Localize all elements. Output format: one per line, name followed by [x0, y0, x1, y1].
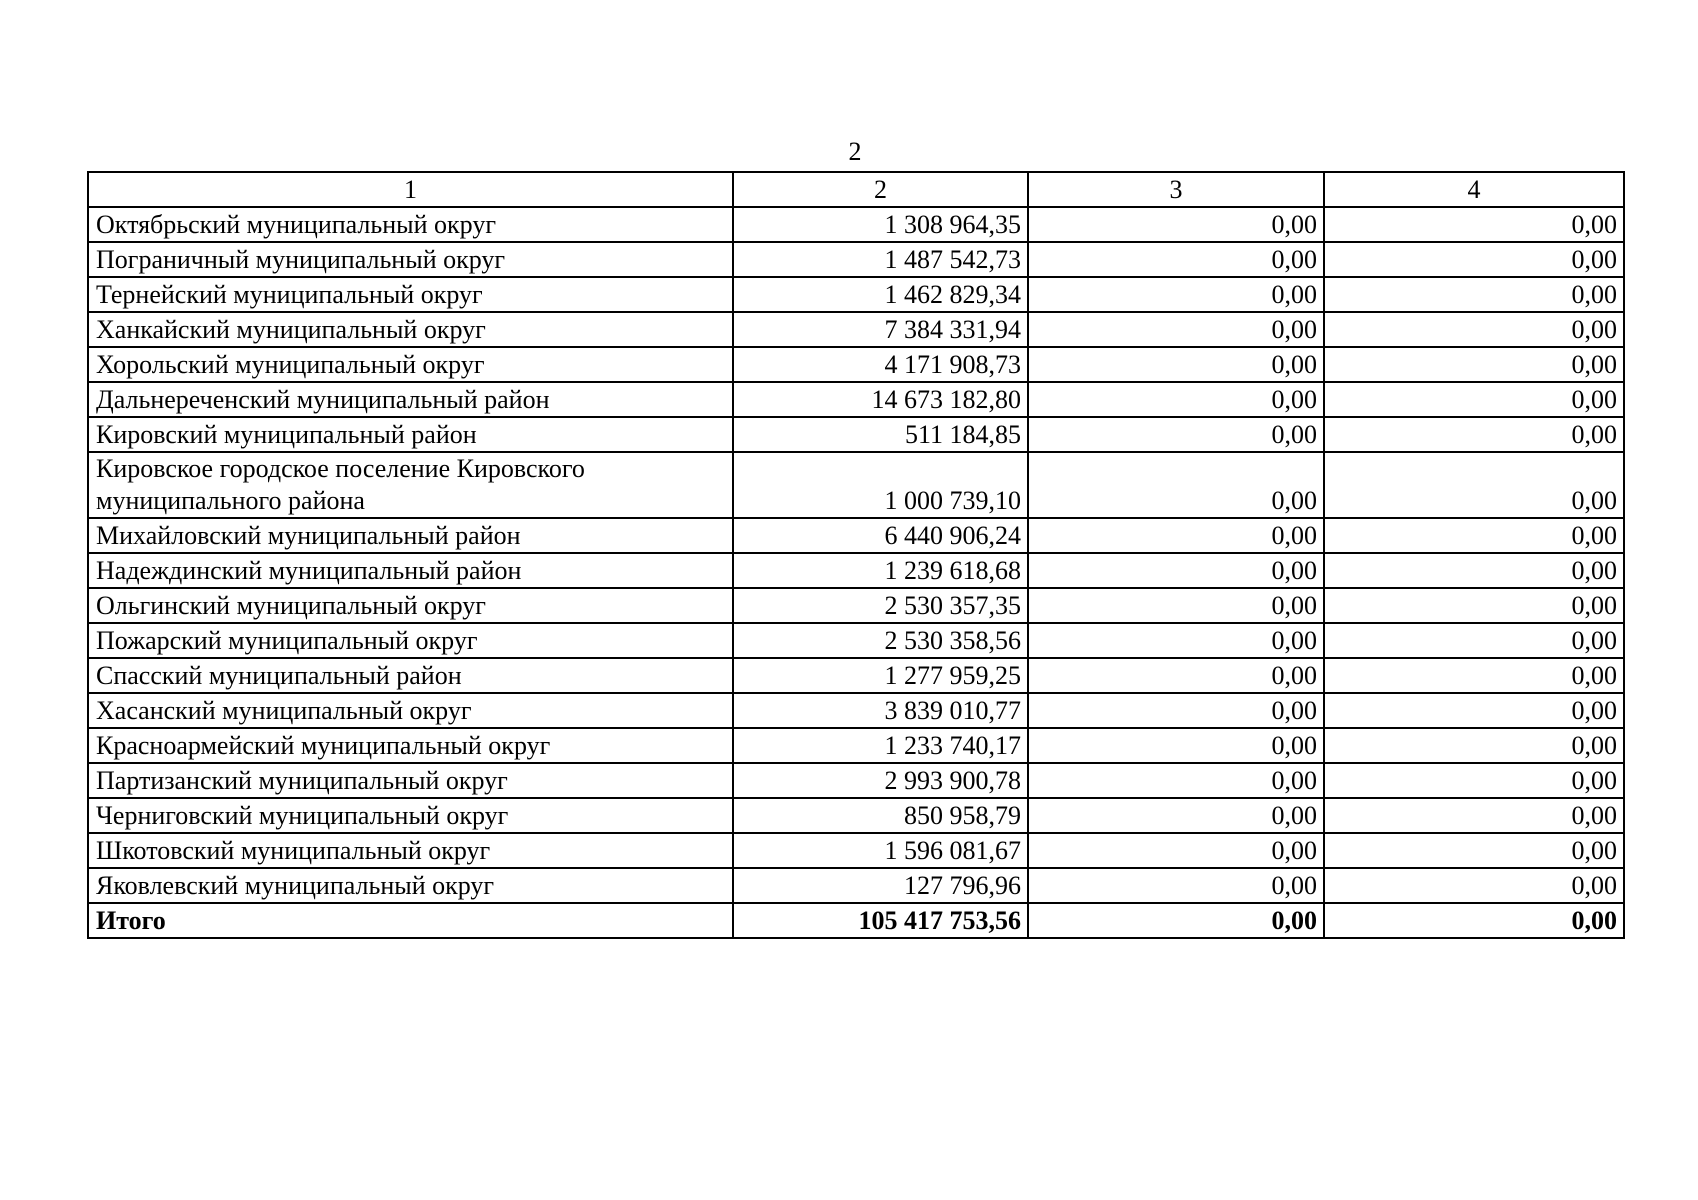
- amount-col3: 0,00: [1028, 382, 1324, 417]
- table-row: [88, 347, 1624, 382]
- header-row: [88, 172, 1624, 207]
- amount-col2: 2 530 357,35: [733, 588, 1028, 623]
- amount-col4: 0,00: [1324, 728, 1624, 763]
- amount-col4: 0,00: [1324, 553, 1624, 588]
- municipality-name: Спасский муниципальный район: [88, 658, 733, 693]
- amount-col4: 0,00: [1324, 347, 1624, 382]
- amount-col2: 4 171 908,73: [733, 347, 1028, 382]
- municipality-name: Хорольский муниципальный округ: [88, 347, 733, 382]
- amount-col4: 0,00: [1324, 798, 1624, 833]
- table-row: [88, 452, 1624, 518]
- amount-col2: 14 673 182,80: [733, 382, 1028, 417]
- amount-col4: 0,00: [1324, 693, 1624, 728]
- table-row: [88, 382, 1624, 417]
- column-header-4: 4: [1324, 172, 1624, 207]
- amount-col2: 1 462 829,34: [733, 277, 1028, 312]
- municipality-name: Тернейский муниципальный округ: [88, 277, 733, 312]
- amount-col4: 0,00: [1324, 763, 1624, 798]
- amount-col4: 0,00: [1324, 452, 1624, 518]
- table-row: [88, 207, 1624, 242]
- amount-col4: 0,00: [1324, 207, 1624, 242]
- municipality-name: Кировское городское поселение Кировского муниципального района: [88, 452, 733, 518]
- amount-col3: 0,00: [1028, 347, 1324, 382]
- total-label: Итого: [88, 903, 733, 938]
- amount-col3: 0,00: [1028, 277, 1324, 312]
- total-col4: 0,00: [1324, 903, 1624, 938]
- municipality-name: Ханкайский муниципальный округ: [88, 312, 733, 347]
- municipality-name: Михайловский муниципальный район: [88, 518, 733, 553]
- table-row: [88, 417, 1624, 452]
- amount-col4: 0,00: [1324, 623, 1624, 658]
- amount-col3: 0,00: [1028, 693, 1324, 728]
- amount-col3: 0,00: [1028, 798, 1324, 833]
- municipality-name: Красноармейский муниципальный округ: [88, 728, 733, 763]
- municipality-name: Черниговский муниципальный округ: [88, 798, 733, 833]
- municipality-name: Кировский муниципальный район: [88, 417, 733, 452]
- municipality-name: Пограничный муниципальный округ: [88, 242, 733, 277]
- total-col2: 105 417 753,56: [733, 903, 1028, 938]
- amount-col4: 0,00: [1324, 833, 1624, 868]
- amount-col3: 0,00: [1028, 623, 1324, 658]
- table-row: [88, 798, 1624, 833]
- table-row: [88, 588, 1624, 623]
- amount-col4: 0,00: [1324, 312, 1624, 347]
- amount-col4: 0,00: [1324, 658, 1624, 693]
- amount-col2: 1 277 959,25: [733, 658, 1028, 693]
- table-row: [88, 518, 1624, 553]
- amount-col2: 7 384 331,94: [733, 312, 1028, 347]
- table-row: [88, 623, 1624, 658]
- amount-col4: 0,00: [1324, 417, 1624, 452]
- amount-col4: 0,00: [1324, 242, 1624, 277]
- amount-col2: 1 233 740,17: [733, 728, 1028, 763]
- municipality-name: Ольгинский муниципальный округ: [88, 588, 733, 623]
- amount-col3: 0,00: [1028, 658, 1324, 693]
- amount-col4: 0,00: [1324, 518, 1624, 553]
- table-row: [88, 833, 1624, 868]
- table-row: [88, 553, 1624, 588]
- amount-col3: 0,00: [1028, 763, 1324, 798]
- table-row: [88, 658, 1624, 693]
- table-row: [88, 868, 1624, 903]
- budget-table: [87, 171, 1625, 939]
- amount-col2: 6 440 906,24: [733, 518, 1028, 553]
- amount-col2: 511 184,85: [733, 417, 1028, 452]
- page-number: 2: [848, 137, 862, 166]
- amount-col3: 0,00: [1028, 207, 1324, 242]
- table-row: [88, 277, 1624, 312]
- municipality-name: Дальнереченский муниципальный район: [88, 382, 733, 417]
- amount-col2: 3 839 010,77: [733, 693, 1028, 728]
- amount-col4: 0,00: [1324, 277, 1624, 312]
- amount-col2: 2 530 358,56: [733, 623, 1028, 658]
- amount-col3: 0,00: [1028, 417, 1324, 452]
- municipality-name: Шкотовский муниципальный округ: [88, 833, 733, 868]
- municipality-name: Пожарский муниципальный округ: [88, 623, 733, 658]
- municipality-name: Партизанский муниципальный округ: [88, 763, 733, 798]
- table-row: [88, 242, 1624, 277]
- municipality-name: Октябрьский муниципальный округ: [88, 207, 733, 242]
- amount-col2: 1 487 542,73: [733, 242, 1028, 277]
- municipality-name: Хасанский муниципальный округ: [88, 693, 733, 728]
- column-header-2: 2: [733, 172, 1028, 207]
- amount-col2: 1 596 081,67: [733, 833, 1028, 868]
- amount-col3: 0,00: [1028, 588, 1324, 623]
- table-row: [88, 312, 1624, 347]
- table-row: [88, 728, 1624, 763]
- total-row: [88, 903, 1624, 938]
- amount-col3: 0,00: [1028, 452, 1324, 518]
- table-row: [88, 693, 1624, 728]
- municipality-name: Яковлевский муниципальный округ: [88, 868, 733, 903]
- amount-col4: 0,00: [1324, 588, 1624, 623]
- amount-col3: 0,00: [1028, 833, 1324, 868]
- amount-col3: 0,00: [1028, 312, 1324, 347]
- amount-col3: 0,00: [1028, 868, 1324, 903]
- amount-col2: 1 239 618,68: [733, 553, 1028, 588]
- amount-col3: 0,00: [1028, 518, 1324, 553]
- column-header-3: 3: [1028, 172, 1324, 207]
- amount-col3: 0,00: [1028, 728, 1324, 763]
- table-row: [88, 763, 1624, 798]
- amount-col4: 0,00: [1324, 868, 1624, 903]
- total-col3: 0,00: [1028, 903, 1324, 938]
- column-header-1: 1: [88, 172, 733, 207]
- municipality-name: Надеждинский муниципальный район: [88, 553, 733, 588]
- amount-col2: 127 796,96: [733, 868, 1028, 903]
- amount-col2: 2 993 900,78: [733, 763, 1028, 798]
- amount-col3: 0,00: [1028, 553, 1324, 588]
- amount-col4: 0,00: [1324, 382, 1624, 417]
- amount-col2: 850 958,79: [733, 798, 1028, 833]
- amount-col3: 0,00: [1028, 242, 1324, 277]
- amount-col2: 1 308 964,35: [733, 207, 1028, 242]
- amount-col2: 1 000 739,10: [733, 452, 1028, 518]
